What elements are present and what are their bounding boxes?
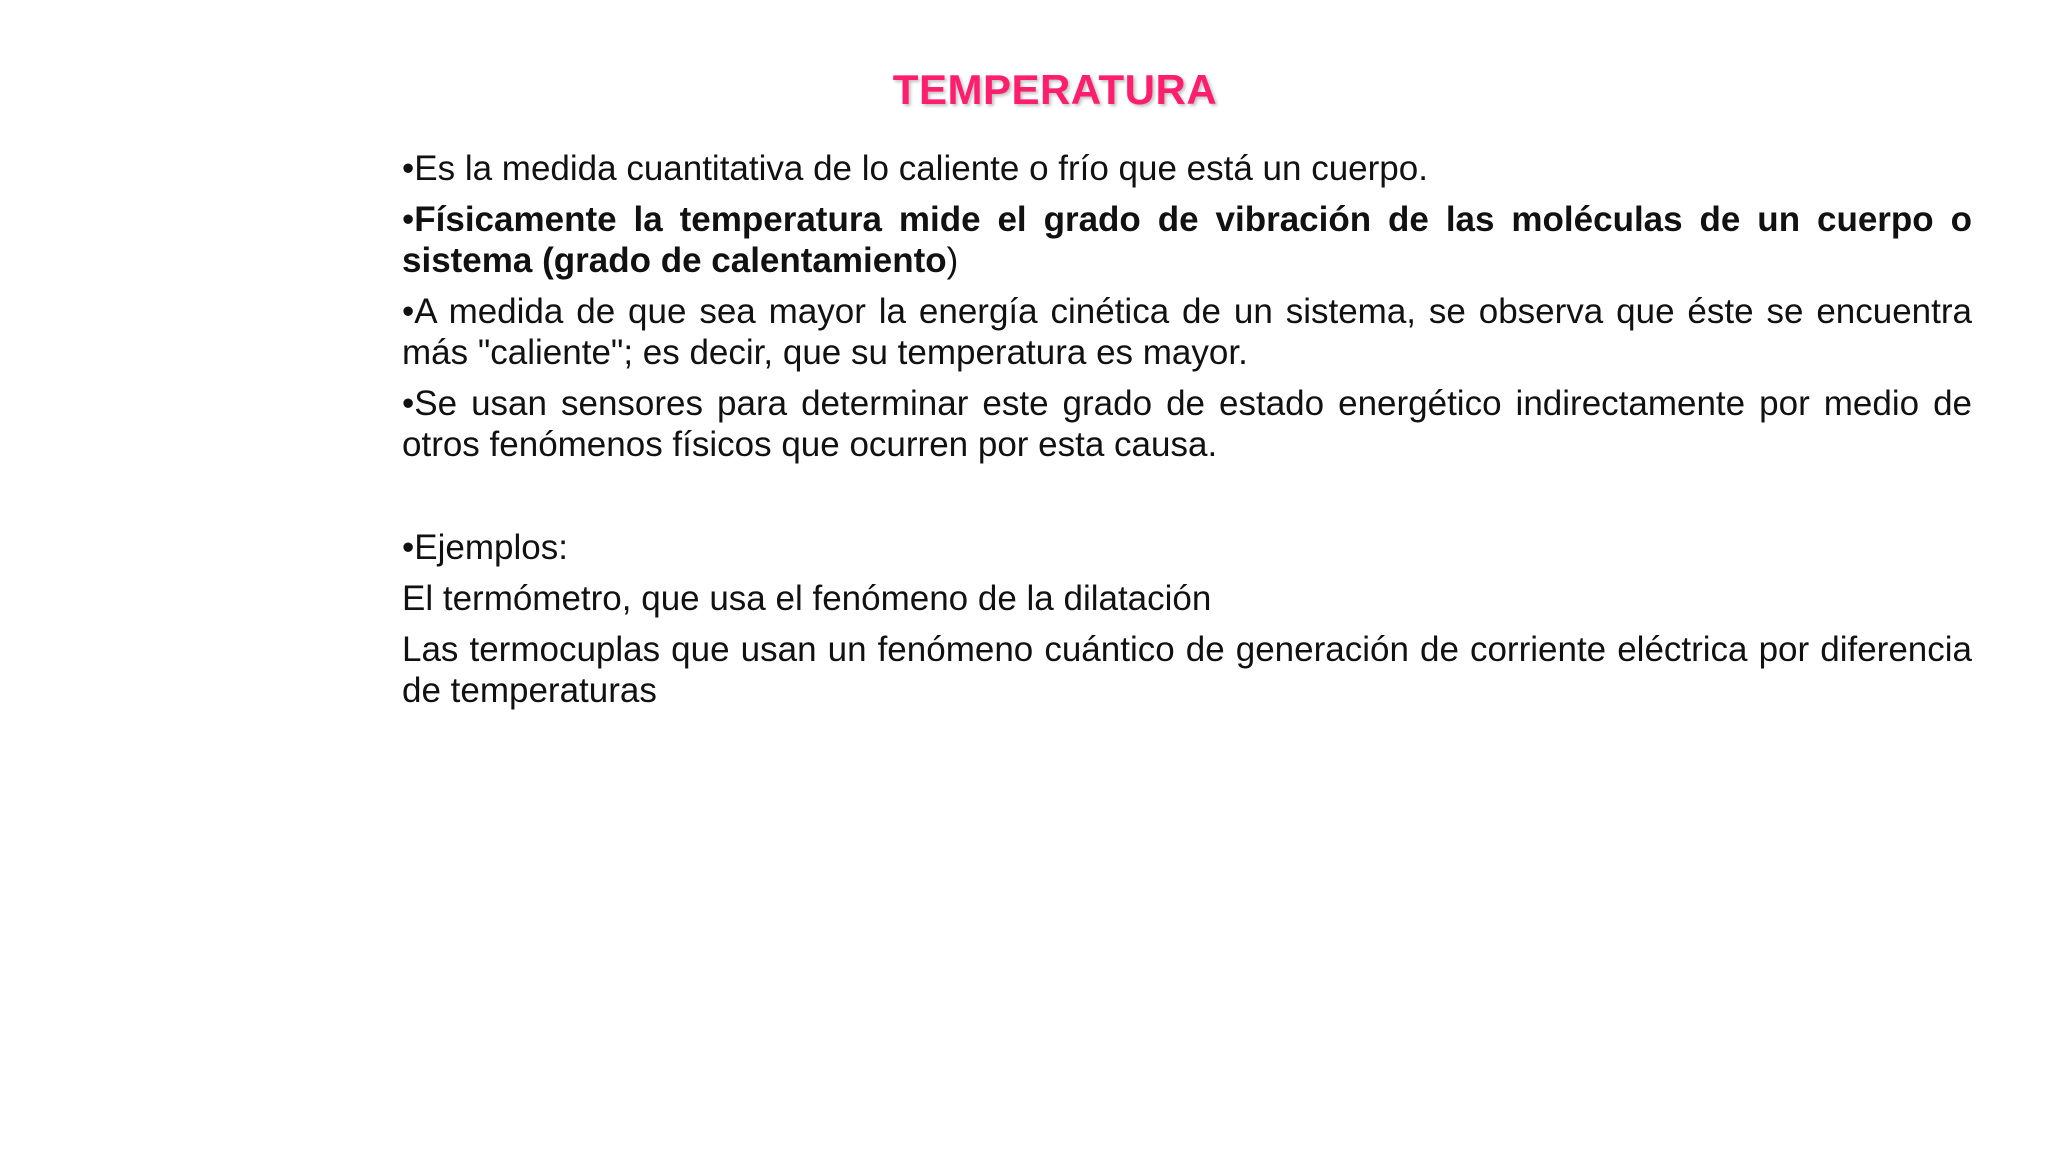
paragraph-bold-text: Físicamente la temperatura mide el grado de vibración de las moléculas de un cuerpo o sistema (grado de calentamiento: [402, 200, 1972, 280]
paragraph-tail-text: ): [946, 241, 959, 280]
bullet-paragraph-examples-heading: [402, 527, 1972, 568]
bullet-paragraph-sensors: [402, 383, 1972, 465]
slide-title: TEMPERATURA: [892, 66, 1218, 113]
paragraph-text: Se usan sensores para determinar este grado de estado energético indirectamente por medio de otros fenómenos físicos que ocurren por esta causa.: [402, 384, 1972, 464]
paragraph-text: Es la medida cuantitativa de lo caliente o frío que está un cuerpo.: [414, 149, 1428, 188]
bullet-paragraph-physical: [402, 199, 1972, 281]
paragraph-text: A medida de que sea mayor la energía cinética de un sistema, se observa que éste se encuentra más "caliente"; es decir, que su temperatura es mayor.: [402, 292, 1972, 372]
bullet-glyph: •: [402, 149, 415, 188]
bullet-glyph: •: [402, 292, 415, 331]
example-item-thermometer: El termómetro, que usa el fenómeno de la dilatación: [402, 579, 1212, 618]
bullet-glyph: •: [402, 200, 415, 239]
bullet-glyph: •: [402, 384, 415, 423]
bullet-glyph: •: [402, 528, 415, 567]
bullet-paragraph-kinetic-energy: [402, 291, 1972, 373]
examples-heading: Ejemplos:: [414, 528, 568, 567]
paragraph-spacer: [402, 475, 1972, 527]
slide-body: [402, 148, 1972, 721]
example-item-thermocouple: Las termocuplas que usan un fenómeno cuántico de generación de corriente eléctrica por diferencia de temperaturas: [402, 630, 1972, 710]
bullet-paragraph-definition: [402, 148, 1972, 189]
